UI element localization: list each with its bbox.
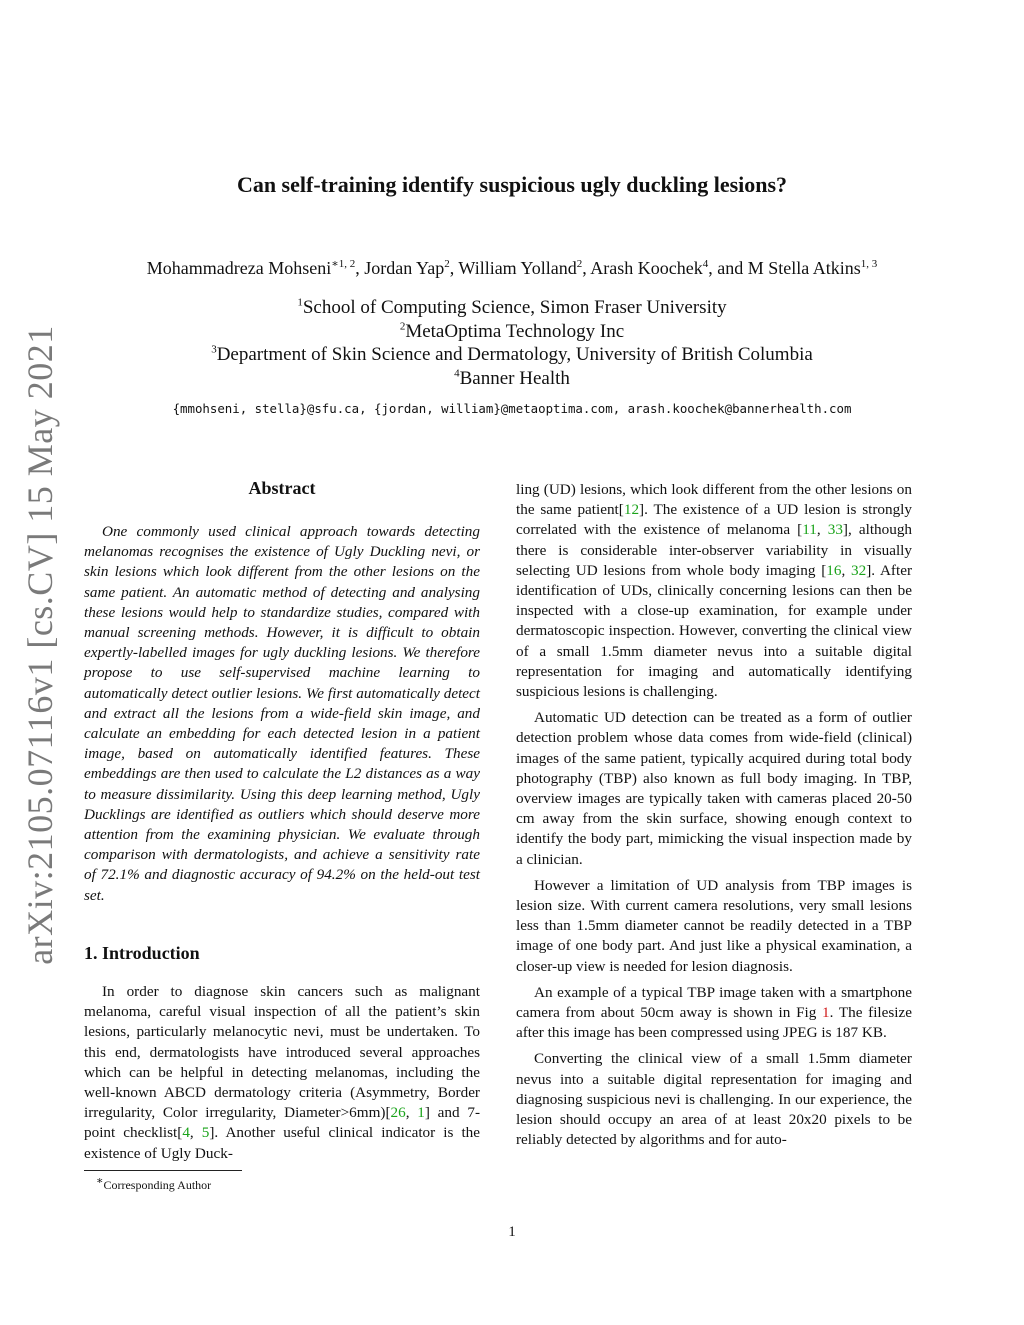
author-list: Mohammadreza Mohseni$^{∗1, 2}$, Jordan Yap$^2$, William Yolland$^2$, Arash Koochek$^4$, and M Stella Atkins$^{1, 3}$ bbox=[146, 258, 878, 278]
affiliation-text: School of Computing Science, Simon Fraser University bbox=[302, 297, 727, 318]
affiliation-mark: 1 bbox=[297, 296, 303, 309]
author-affiliation-mark: 4 bbox=[702, 258, 709, 270]
paragraph: However a limitation of UD analysis from TBP images is lesion size. With current camera resolutions, very small lesions less than 1.5mm diameter cannot be readily detected in a TBP image of one body part. And just like a physical examination, a closer-up view is needed for lesion diagnosis. bbox=[516, 876, 912, 975]
author-name: Jordan Yap bbox=[364, 258, 445, 278]
citation-link[interactable]: 16 bbox=[826, 561, 842, 579]
affiliation-mark: 4 bbox=[454, 367, 460, 380]
affiliation-mark: 3 bbox=[211, 343, 217, 356]
paragraph: ling (UD) lesions, which look different from the other lesions on the same patient[12]. The existence of a UD lesion is strongly correlated with the existence of melanoma [11, 33], although there is considerable inter-observer variability in visually selecting UD lesions from whole body imaging [16, 32]. After identification of UDs, clinically concerning lesions can then be inspected with a close-up examination, for example under dermatoscopic inspection. However, converting the clinical view of a small 1.5mm diameter nevus into a suitable digital representation for imaging and automatically identifying suspicious lesions is challenging. bbox=[516, 481, 913, 701]
author-name: Arash Koochek bbox=[590, 258, 703, 278]
affiliation-text: Banner Health bbox=[459, 368, 570, 389]
paragraph: An example of a typical TBP image taken with a smartphone camera from about 50cm away is shown in Fig 1. The filesize after this image has been compressed using JPEG is 187 KB. bbox=[516, 983, 913, 1042]
abstract-body bbox=[84, 522, 480, 906]
affiliation-mark: 2 bbox=[399, 320, 406, 333]
author-affiliation-mark: ∗1, 2 bbox=[331, 258, 356, 270]
footnote-text: Corresponding Author bbox=[103, 1178, 212, 1192]
author-affiliation-mark: 1, 3 bbox=[860, 258, 878, 270]
affiliation bbox=[0, 321, 1024, 343]
right-column bbox=[516, 480, 912, 1151]
figure-reference-link[interactable]: 1 bbox=[822, 1004, 830, 1022]
arxiv-id: arXiv:2105.07116v1 [cs.CV] 15 May 2021 bbox=[20, 325, 60, 965]
paragraph: In order to diagnose skin cancers such as malignant melanoma, careful visual inspection of all the patient’s skin lesions, particularly melanocytic nevi, must be undertaken. To this end, dermatologists have introduced several approaches which can be helpful in detecting melanomas, including the well-known ABCD dermatology criteria (Asymmetry, Border irregularity, Color irregularity, Diameter>6mm)[26, 1] and 7-point checklist[4, 5]. Another useful clinical indicator is the existence of Ugly Duck- bbox=[84, 983, 481, 1162]
citation-link[interactable]: 11 bbox=[802, 521, 817, 539]
citation-link[interactable]: 4 bbox=[182, 1124, 190, 1142]
affiliation bbox=[0, 297, 1024, 319]
author-name: M Stella Atkins bbox=[747, 258, 861, 278]
affiliation bbox=[0, 344, 1024, 366]
footnote bbox=[96, 1175, 212, 1193]
paragraph: Converting the clinical view of a small 1.5mm diameter nevus into a suitable digital representation for imaging and diagnosing suspicious nevi is challenging. In our experience, the lesion should occupy an area of at least 20x20 pixels to be reliably detected by algorithms and for auto- bbox=[516, 1050, 912, 1149]
paragraph: Automatic UD detection can be treated as a form of outlier detection problem whose data comes from wide-field (clinical) images of the same patient, typically acquired during total body photography (TBP) also known as full body imaging. In TBP, overview images are typically taken with cameras placed 20-50 cm away from the skin surface, showing enough context to identify the body part, mimicking the visual inspection made by a clinician. bbox=[516, 709, 912, 868]
affiliation-text: Department of Skin Science and Dermatology, University of British Columbia bbox=[216, 344, 813, 365]
introduction-left-column bbox=[84, 982, 480, 1164]
arxiv-sidebar-stamp bbox=[10, 325, 70, 965]
abstract-heading: Abstract bbox=[248, 478, 316, 498]
footnote-rule bbox=[84, 1170, 242, 1171]
citation-link[interactable]: 12 bbox=[623, 501, 640, 519]
abstract-text: One commonly used clinical approach towards detecting melanomas recognises the existence of Ugly Duckling nevi, or skin lesions which look different from the other lesions on the same patient. An automatic method of detecting and analysing these lesions would help to standardize studies, compared with manual screening methods. However, it is difficult to obtain expertly-labelled images for ugly duckling lesions. We therefore propose to use self-supervised machine learning to automatically detect outlier lesions. We first automatically detect and extract all the lesions from a wide-field skin image, and calculate an embedding for each detected lesion in a patient image, based on automatically identified features. These embeddings are then used to calculate the L2 distances as a way to measure dissimilarity. Using this deep learning method, Ugly Ducklings are identified as outliers which should deserve more attention from the examining physician. We evaluate through comparison with dermatologists, and achieve a sensitivity rate of 72.1% and diagnostic accuracy of 94.2% on the held-out test set. bbox=[84, 523, 480, 904]
author-affiliation-mark: 2 bbox=[444, 258, 450, 270]
author-emails: {mmohseni, stella}@sfu.ca, {jordan, william}@metaoptima.com, arash.koochek@bannerhealth.com bbox=[172, 401, 852, 416]
author-name: Mohammadreza Mohseni bbox=[146, 258, 332, 278]
citation-link[interactable]: 26 bbox=[390, 1104, 406, 1122]
citation-link[interactable]: 1 bbox=[417, 1104, 425, 1122]
citation-link[interactable]: 32 bbox=[851, 561, 867, 579]
author-affiliation-mark: 2 bbox=[576, 258, 583, 270]
author-name: William Yolland bbox=[458, 258, 577, 278]
affiliation bbox=[0, 368, 1024, 390]
section-heading-introduction: 1. Introduction bbox=[84, 943, 200, 963]
citation-link[interactable]: 33 bbox=[827, 521, 843, 539]
affiliation-text: MetaOptima Technology Inc bbox=[405, 321, 625, 342]
citation-link[interactable]: 5 bbox=[201, 1124, 210, 1142]
page-number: 1 bbox=[508, 1224, 516, 1240]
paper-title: Can self-training identify suspicious ugly duckling lesions? bbox=[236, 172, 788, 197]
footnote-mark: ∗ bbox=[96, 1175, 104, 1187]
